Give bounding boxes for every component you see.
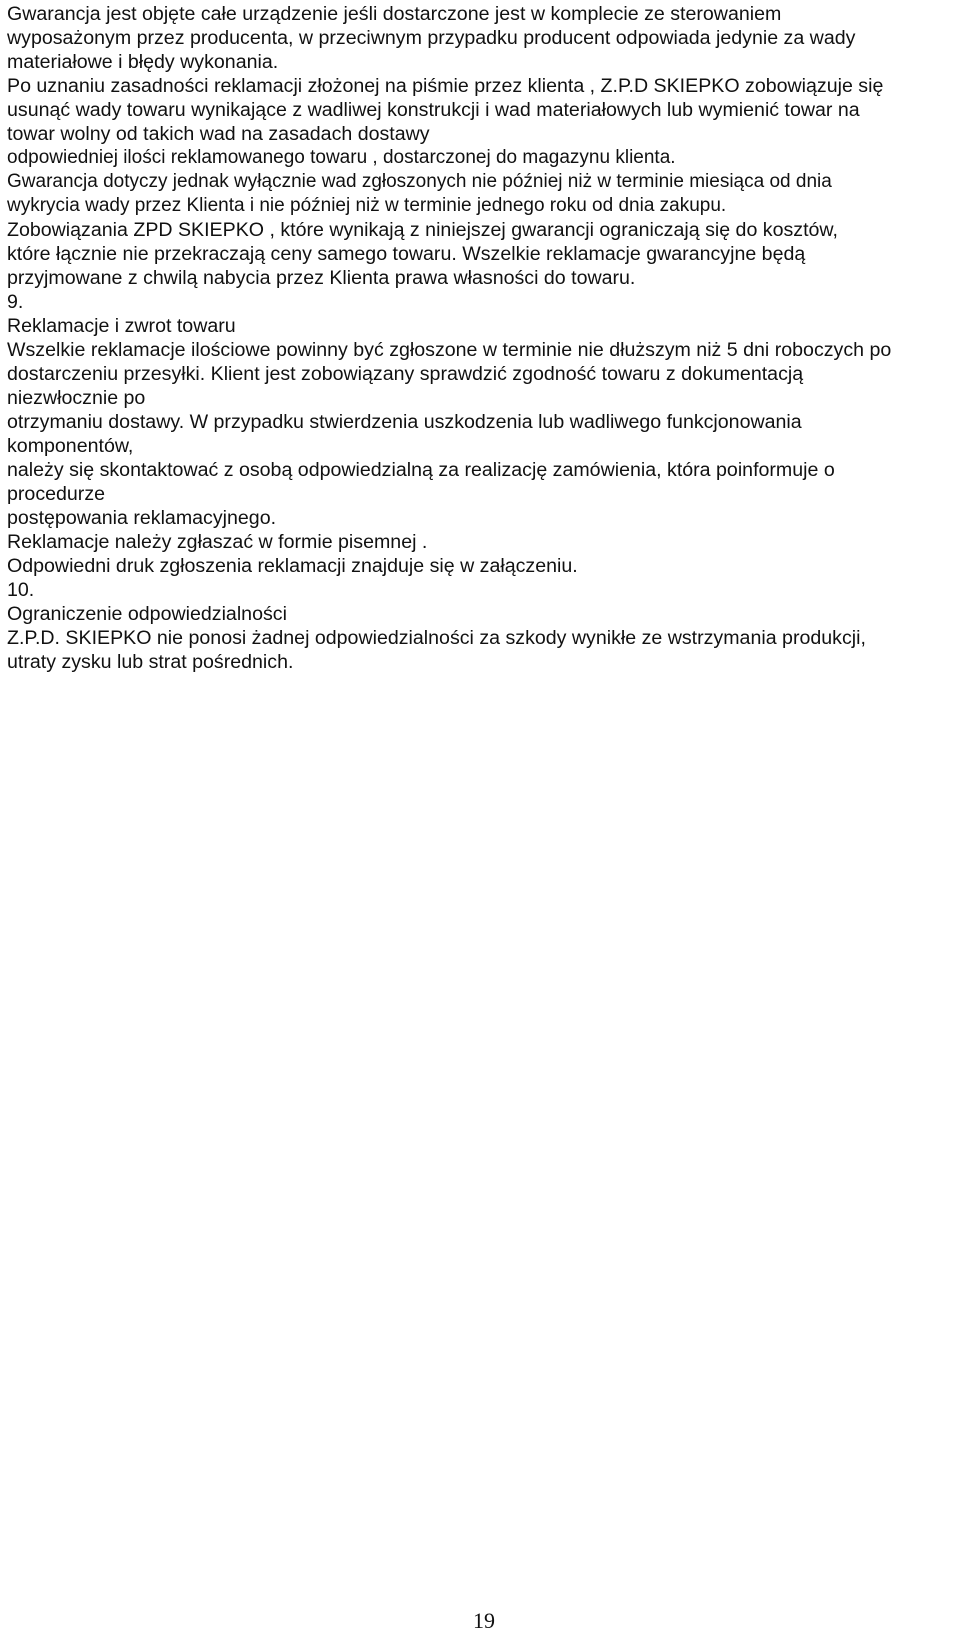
text-line: towar wolny od takich wad na zasadach dostawy: [7, 123, 430, 145]
section-heading: Ograniczenie odpowiedzialności: [7, 603, 287, 625]
text-line: Gwarancja dotyczy jednak wyłącznie wad zgłoszonych nie później niż w terminie miesiąca od dnia: [7, 171, 832, 192]
section-number: 9.: [7, 291, 24, 313]
text-line: Odpowiedni druk zgłoszenia reklamacji znajduje się w załączeniu.: [7, 555, 578, 577]
text-line: Zobowiązania ZPD SKIEPKO , które wynikają z niniejszej gwarancji ograniczają się do kosztów,: [7, 219, 838, 241]
text-line: dostarczeniu przesyłki. Klient jest zobowiązany sprawdzić zgodność towaru z dokumentacją: [7, 363, 804, 385]
text-line: Wszelkie reklamacje ilościowe powinny być zgłoszone w terminie nie dłuższym niż 5 dni roboczych po: [7, 339, 892, 361]
text-line: materiałowe i błędy wykonania.: [7, 51, 279, 73]
text-line: usunąć wady towaru wynikające z wadliwej konstrukcji i wad materiałowych lub wymienić towar na: [7, 99, 860, 121]
text-line: przyjmowane z chwilą nabycia przez Klienta prawa własności do towaru.: [7, 267, 636, 289]
section-number: 10.: [7, 579, 35, 601]
text-line: niezwłocznie po: [7, 387, 146, 409]
text-line: postępowania reklamacyjnego.: [7, 507, 277, 529]
text-line: Gwarancja jest objęte całe urządzenie jeśli dostarczone jest w komplecie ze sterowaniem: [7, 3, 782, 25]
text-line: odpowiedniej ilości reklamowanego towaru , dostarczonej do magazynu klienta.: [7, 147, 676, 168]
text-line: Reklamacje należy zgłaszać w formie pisemnej .: [7, 531, 428, 553]
section-heading: Reklamacje i zwrot towaru: [7, 315, 236, 337]
text-line: Po uznaniu zasadności reklamacji złożonej na piśmie przez klienta , Z.P.D SKIEPKO zobowiązuje się: [7, 75, 884, 97]
text-line: wykrycia wady przez Klienta i nie później niż w terminie jednego roku od dnia zakupu.: [7, 195, 727, 216]
text-line: które łącznie nie przekraczają ceny samego towaru. Wszelkie reklamacje gwarancyjne będą: [7, 243, 806, 265]
page-number: 19: [473, 1608, 495, 1633]
text-line: otrzymaniu dostawy. W przypadku stwierdzenia uszkodzenia lub wadliwego funkcjonowania: [7, 411, 802, 433]
text-line: komponentów,: [7, 435, 134, 457]
text-line: utraty zysku lub strat pośrednich.: [7, 651, 294, 673]
text-line: Z.P.D. SKIEPKO nie ponosi żadnej odpowiedzialności za szkody wynikłe ze wstrzymania produkcji,: [7, 627, 866, 649]
text-line: należy się skontaktować z osobą odpowiedzialną za realizację zamówienia, która poinformuje o: [7, 459, 835, 481]
text-line: procedurze: [7, 483, 106, 505]
text-line: wyposażonym przez producenta, w przeciwnym przypadku producent odpowiada jedynie za wady: [7, 27, 856, 49]
